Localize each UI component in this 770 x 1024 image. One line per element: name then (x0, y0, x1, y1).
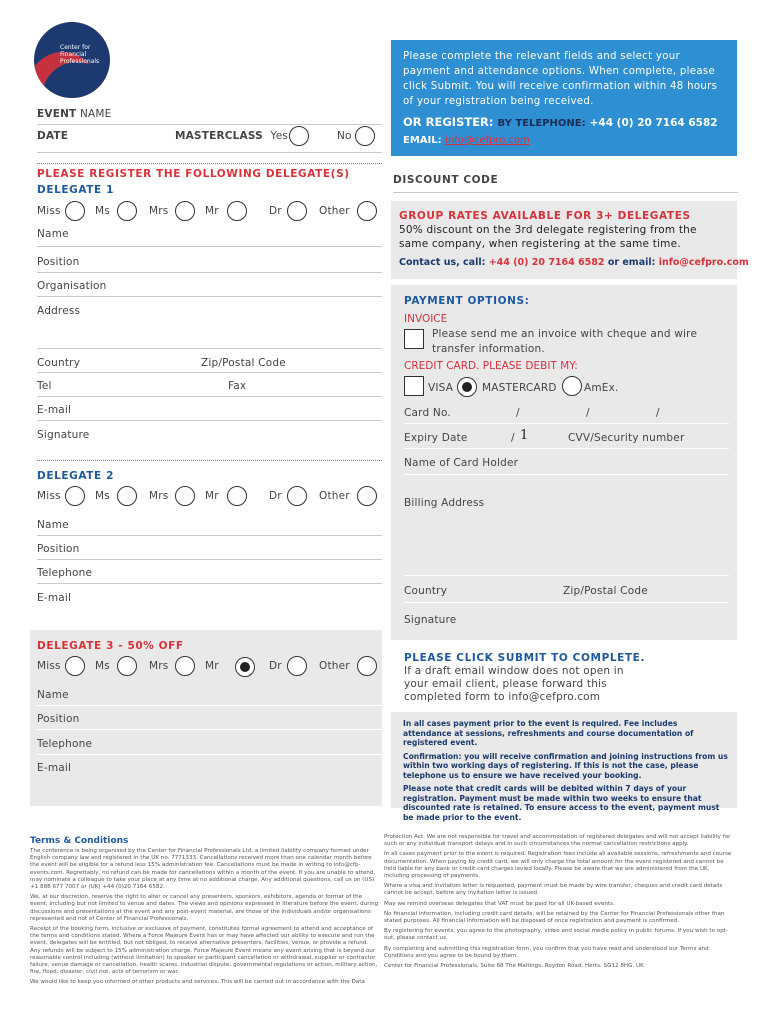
d3-email-label: E-mail (37, 762, 72, 774)
invoice-label: INVOICE (404, 313, 448, 325)
title-dr-radio[interactable] (287, 656, 307, 676)
expiry-field[interactable] (404, 448, 729, 449)
note-1: In all cases payment prior to the event is required. Fee includes attendance at sessions, refreshments and course documentation of registered event. (403, 719, 694, 747)
group-rates-text: 50% discount on the 3rd delegate registering from the same company, when registering at the same time. (399, 224, 697, 250)
terms-paragraph: Center for Financial Professionals, Suite 68 The Maltings, Roydon Road, Herts. SG12 8HG. UK (384, 963, 644, 970)
invoice-text: Please send me an invoice with cheque and wire transfer information. (432, 328, 698, 355)
amex-radio[interactable] (562, 376, 582, 396)
d2-name-label: Name (37, 519, 69, 531)
invoice-checkbox[interactable] (404, 329, 424, 349)
logo-line: Center for (60, 44, 91, 51)
mastercard-radio-selected[interactable] (457, 377, 477, 397)
d1-position-field[interactable] (37, 272, 382, 273)
note-3: Please note that credit cards will be debited within 7 days of your registration. Payment must be made within two weeks to ensure that discounted rate is retained. To ensure access to the event, payment must be made prior to the event. (403, 784, 720, 822)
slash: / (516, 407, 520, 419)
title-mrs-radio[interactable] (175, 486, 195, 506)
title-mr-radio[interactable] (227, 486, 247, 506)
title-other-radio[interactable] (357, 201, 377, 221)
amex-label: AmEx. (584, 382, 619, 394)
d2-email-label: E-mail (37, 592, 72, 604)
logo-line: Professionals (60, 58, 100, 65)
d3-position-label: Position (37, 713, 80, 725)
visa-label: VISA (428, 382, 454, 394)
d2-telephone-field[interactable] (37, 583, 382, 584)
d1-address-label: Address (37, 305, 81, 317)
slash: / (586, 407, 590, 419)
title-ms-radio[interactable] (117, 486, 137, 506)
d2-telephone-label: Telephone (37, 567, 93, 579)
d1-country-label: Country (37, 357, 81, 369)
group-email-link[interactable]: info@cefpro.com (658, 257, 749, 268)
title-dr-radio[interactable] (287, 486, 307, 506)
terms-left-column (30, 848, 380, 987)
visa-checkbox[interactable] (404, 376, 424, 396)
terms-paragraph: By registering for events, you agree to the photography, video and social media policy in public forums. If you wish to opt-out, please contact us. (384, 928, 728, 942)
title-dr-radio[interactable] (287, 201, 307, 221)
terms-paragraph: In all cases payment prior to the event is required. Registration fees include all available sessions, refreshments and course documentation. When paying by credit card, we will only charge the total amount for the event registered and cannot be held liable for any bank or credit card charges levied locally. Please be aware that we are administered from the UK, including processing of payments. (384, 851, 732, 880)
group-rates-heading: GROUP RATES AVAILABLE FOR 3+ DELEGATES (399, 210, 691, 222)
d3-name-label: Name (37, 689, 69, 701)
delegate3-title-row: Miss Ms Mrs Mr Dr Other (37, 656, 382, 678)
pay-country-field[interactable] (404, 602, 729, 603)
title-other-radio[interactable] (357, 486, 377, 506)
card-no-field[interactable] (404, 423, 729, 424)
divider (37, 152, 382, 153)
d1-email-field[interactable] (37, 420, 382, 421)
divider (37, 124, 382, 125)
payment-heading: PAYMENT OPTIONS: (404, 295, 530, 307)
card-holder-field[interactable] (404, 474, 729, 475)
masterclass-label: MASTERCLASS Yes (175, 130, 289, 142)
terms-paragraph: We would like to keep you informed of other products and services. This will be carried out in accordance with the Data (30, 979, 365, 986)
d2-position-field[interactable] (37, 559, 382, 560)
email-line: EMAIL: info@cefpro.com (403, 135, 530, 146)
note-2: Confirmation: you will receive confirmation and joining instructions from us within two working days of registering. If this is not the case, please telephone us to ensure we have received your booking. (403, 751, 728, 780)
d1-name-label: Name (37, 228, 69, 240)
delegate1-heading: DELEGATE 1 (37, 184, 114, 196)
d1-tel-label: Tel (37, 380, 52, 392)
event-name-label: EVENT NAME (37, 108, 112, 120)
title-mr-radio[interactable] (227, 201, 247, 221)
divider (37, 163, 382, 164)
terms-paragraph: No financial information, including credit card details, will be retained by the Center for Financial Professionals other than stated purposes. All financial information will be disposed of once registration and payment is confirmed. (384, 910, 725, 925)
terms-paragraph: Receipt of the booking form, inclusive or exclusive of payment, constitutes formal agreement to attend and acceptance of the terms and conditions stated. Where a Force Majeure Event has or may have affected our ability to execute and run the event, delegates will be entitled, but not obliged, to receive alternative presenters, facilities, venue, or provide a refund. Any refunds will be subject to 15% administration charge. Force Majeure Event means any event arising that is beyond our reasonable control including (without limitation) to speaker or participant cancellation or withdrawal, supplier or contractor failure, venue damage or cancellation, health scares, industrial dispute, governmental regulations or action, military action, fire, flood, disaster, civil riot, acts of terrorism or war. (30, 926, 378, 976)
delegate2-heading: DELEGATE 2 (37, 470, 114, 482)
title-ms-radio[interactable] (117, 656, 137, 676)
d2-name-field[interactable] (37, 535, 382, 536)
expiry-value: 1 (520, 428, 529, 443)
pay-zip-label: Zip/Postal Code (563, 585, 648, 597)
d1-signature-label: Signature (37, 429, 90, 441)
title-other-radio[interactable] (357, 656, 377, 676)
d1-zip-label: Zip/Postal Code (201, 357, 286, 369)
d1-address-field[interactable] (37, 348, 382, 349)
terms-paragraph: Where a visa and invitation letter is requested, payment must be made by wire transfer, cheques and credit card details cannot be accept, before any invitation letter is issued. (384, 883, 723, 897)
register-line: OR REGISTER: BY TELEPHONE: +44 (0) 20 7164 6582 (403, 115, 718, 129)
d1-position-label: Position (37, 256, 80, 268)
d1-fax-label: Fax (228, 380, 247, 392)
terms-paragraph: The conference is being organised by the Center for Financial Professionals Ltd, a limited liability company formed under English company law and registered in the UK no. 7771333. Cancellations received more than one calendar month before the event will be eligible for a refund less 15% administration fee. Cancellations must be made in writing to info@cfp-events.com. Regrettably, no refund can be made for cancellations within a month of the event. If you are unable to attend, may nominate a colleague to take your place at any time at no additional charge. Any additional questions, call us on (US) +1 888 677 7007 or (UK) +44 (0)20 7164 6582. (30, 848, 376, 891)
terms-paragraph: Protection Act. We are not responsible for travel and accommodation of registered delegates and will not accept liability for such or any individual transport delays and in such circumstances the normal cancellation restrictions apply. (384, 834, 731, 848)
terms-heading: Terms & Conditions (30, 836, 129, 846)
title-miss-radio[interactable] (65, 201, 85, 221)
title-mrs-radio[interactable] (175, 656, 195, 676)
terms-paragraph: May we remind overseas delegates that VAT must be paid for all UK-based events. (384, 900, 615, 907)
d3-name-field[interactable] (37, 705, 382, 706)
terms-right-column (384, 834, 736, 970)
date-label: DATE (37, 130, 69, 142)
card-holder-label: Name of Card Holder (404, 457, 519, 469)
info-text: Please complete the relevant fields and select your payment and attendance options. When complete, please click Submit. You will receive confirmation within 48 hours of your registration being received. (403, 51, 718, 107)
terms-paragraph: By completing and submitting this registration form, you confirm that you have read and understood our Terms and Conditions and you agree to be bound by them. (384, 945, 709, 959)
register-heading: PLEASE REGISTER THE FOLLOWING DELEGATE(S) (37, 168, 350, 180)
d1-organisation-field[interactable] (37, 296, 382, 297)
notes (403, 719, 728, 822)
card-no-label: Card No. (404, 407, 451, 419)
pay-signature-label: Signature (404, 614, 457, 626)
d1-name-field[interactable] (37, 246, 382, 247)
logo (34, 22, 110, 98)
title-ms-radio[interactable] (117, 201, 137, 221)
masterclass-no-radio[interactable] (355, 126, 375, 146)
cvv-label: CVV/Security number (568, 432, 685, 444)
pay-country-label: Country (404, 585, 448, 597)
d2-position-label: Position (37, 543, 80, 555)
title-miss-radio[interactable] (65, 486, 85, 506)
masterclass-yes-radio[interactable] (289, 126, 309, 146)
group-contact: Contact us, call: +44 (0) 20 7164 6582 or email: info@cefpro.com (399, 257, 749, 268)
d3-position-field[interactable] (37, 729, 382, 730)
delegate1-title-row: Miss Ms Mrs Mr Dr Other (37, 201, 382, 223)
d3-telephone-label: Telephone (37, 738, 93, 750)
d1-organisation-label: Organisation (37, 280, 107, 292)
credit-card-label: CREDIT CARD. PLEASE DEBIT MY: (404, 360, 578, 372)
expiry-label: Expiry Date (404, 432, 468, 444)
divider (37, 460, 382, 461)
masterclass-no-label: No (337, 130, 352, 142)
title-miss-radio[interactable] (65, 656, 85, 676)
delegate3-heading: DELEGATE 3 - 50% OFF (37, 640, 184, 652)
d3-telephone-field[interactable] (37, 754, 382, 755)
slash: / (656, 407, 660, 419)
d1-tel-field[interactable] (37, 396, 382, 397)
discount-code-field[interactable] (393, 192, 738, 193)
terms-paragraph: We, at our discretion, reserve the right to alter or cancel any presenters, sponsors, exhibitors, agenda or format of the event, including but not limited to venue and dates. The views and opinions expressed in literature before the event, during discussions and presentations at the event and any post-event material, are those of the individuals and/or organisations represented and not of Center of Financial Professionals. (30, 894, 379, 922)
billing-address-field[interactable] (404, 575, 729, 576)
discount-code-label: DISCOUNT CODE (393, 174, 499, 186)
d1-email-label: E-mail (37, 404, 72, 416)
logo-line: Financial (60, 51, 87, 58)
title-mrs-radio[interactable] (175, 201, 195, 221)
slash: / (511, 432, 515, 444)
d1-country-field[interactable] (37, 372, 382, 373)
email-link[interactable]: info@cefpro.com (445, 135, 530, 146)
mastercard-label: MASTERCARD (482, 382, 557, 394)
submit-heading: PLEASE CLICK SUBMIT TO COMPLETE. (404, 652, 646, 664)
title-mr-radio-selected[interactable] (235, 657, 255, 677)
billing-address-label: Billing Address (404, 497, 485, 509)
submit-text: If a draft email window does not open in your email client, please forward this completed form to info@cefpro.com (404, 665, 624, 703)
delegate2-title-row: Miss Ms Mrs Mr Dr Other (37, 486, 382, 508)
